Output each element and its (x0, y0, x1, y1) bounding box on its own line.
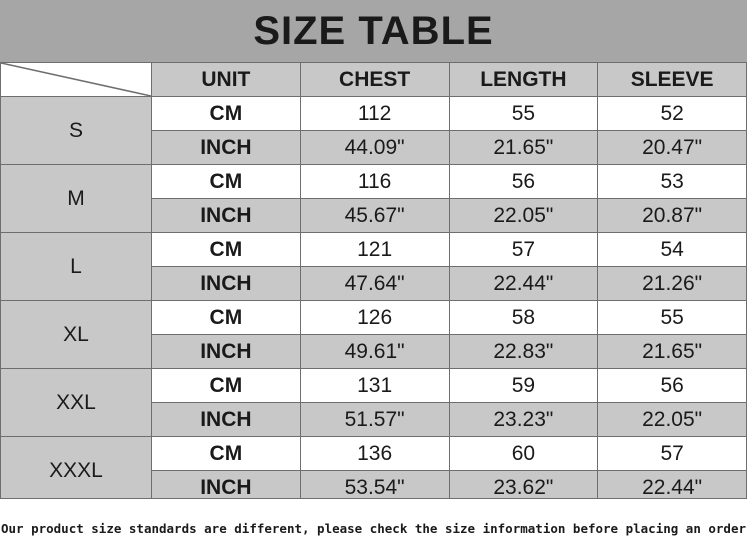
sleeve-cm-xxl: 56 (598, 369, 747, 403)
table-header-row (1, 63, 747, 97)
chest-inch-xl: 49.61" (300, 335, 449, 369)
footer-bar (0, 498, 747, 557)
table-row (1, 165, 747, 199)
length-cm-s: 55 (449, 97, 598, 131)
sleeve-cm-m: 53 (598, 165, 747, 199)
chest-cm-xl: 126 (300, 301, 449, 335)
chest-cm-xxxl: 136 (300, 437, 449, 471)
unit-inch: INCH (152, 267, 301, 301)
sleeve-cm-xl: 55 (598, 301, 747, 335)
chest-inch-s: 44.09" (300, 131, 449, 165)
sleeve-cm-l: 54 (598, 233, 747, 267)
unit-inch: INCH (152, 335, 301, 369)
column-header-chest: CHEST (300, 63, 449, 97)
length-cm-xxxl: 60 (449, 437, 598, 471)
size-label-s: S (1, 97, 152, 165)
unit-cm: CM (152, 369, 301, 403)
unit-cm: CM (152, 97, 301, 131)
unit-cm: CM (152, 165, 301, 199)
footer-note: Our product size standards are different, please check the size information before placing an order (0, 520, 747, 536)
page-title: SIZE TABLE (253, 8, 494, 53)
size-table (0, 62, 747, 505)
column-header-length: LENGTH (449, 63, 598, 97)
title-bar (0, 0, 747, 62)
length-cm-xxl: 59 (449, 369, 598, 403)
sleeve-inch-m: 20.87" (598, 199, 747, 233)
unit-inch: INCH (152, 471, 301, 505)
chest-cm-s: 112 (300, 97, 449, 131)
chest-inch-m: 45.67" (300, 199, 449, 233)
size-label-xxxl: XXXL (1, 437, 152, 505)
size-label-m: M (1, 165, 152, 233)
length-cm-m: 56 (449, 165, 598, 199)
sleeve-inch-xxxl: 22.44" (598, 471, 747, 505)
unit-cm: CM (152, 233, 301, 267)
sleeve-cm-s: 52 (598, 97, 747, 131)
table-row (1, 233, 747, 267)
unit-cm: CM (152, 301, 301, 335)
table-row (1, 369, 747, 403)
length-inch-xxxl: 23.62" (449, 471, 598, 505)
chest-inch-xxl: 51.57" (300, 403, 449, 437)
column-header-unit: UNIT (152, 63, 301, 97)
unit-cm: CM (152, 437, 301, 471)
sleeve-inch-s: 20.47" (598, 131, 747, 165)
table-row (1, 97, 747, 131)
length-inch-xxl: 23.23" (449, 403, 598, 437)
length-inch-xl: 22.83" (449, 335, 598, 369)
corner-cell (1, 63, 152, 97)
size-label-xl: XL (1, 301, 152, 369)
length-inch-m: 22.05" (449, 199, 598, 233)
unit-inch: INCH (152, 199, 301, 233)
column-header-sleeve: SLEEVE (598, 63, 747, 97)
chest-cm-xxl: 131 (300, 369, 449, 403)
sleeve-inch-xl: 21.65" (598, 335, 747, 369)
length-cm-l: 57 (449, 233, 598, 267)
chest-inch-l: 47.64" (300, 267, 449, 301)
length-cm-xl: 58 (449, 301, 598, 335)
diagonal-divider-icon (1, 63, 151, 96)
chest-cm-l: 121 (300, 233, 449, 267)
sleeve-inch-xxl: 22.05" (598, 403, 747, 437)
unit-inch: INCH (152, 403, 301, 437)
unit-inch: INCH (152, 131, 301, 165)
table-row (1, 301, 747, 335)
sleeve-cm-xxxl: 57 (598, 437, 747, 471)
length-inch-l: 22.44" (449, 267, 598, 301)
sleeve-inch-l: 21.26" (598, 267, 747, 301)
chest-inch-xxxl: 53.54" (300, 471, 449, 505)
length-inch-s: 21.65" (449, 131, 598, 165)
chest-cm-m: 116 (300, 165, 449, 199)
table-row (1, 437, 747, 471)
size-label-xxl: XXL (1, 369, 152, 437)
size-label-l: L (1, 233, 152, 301)
